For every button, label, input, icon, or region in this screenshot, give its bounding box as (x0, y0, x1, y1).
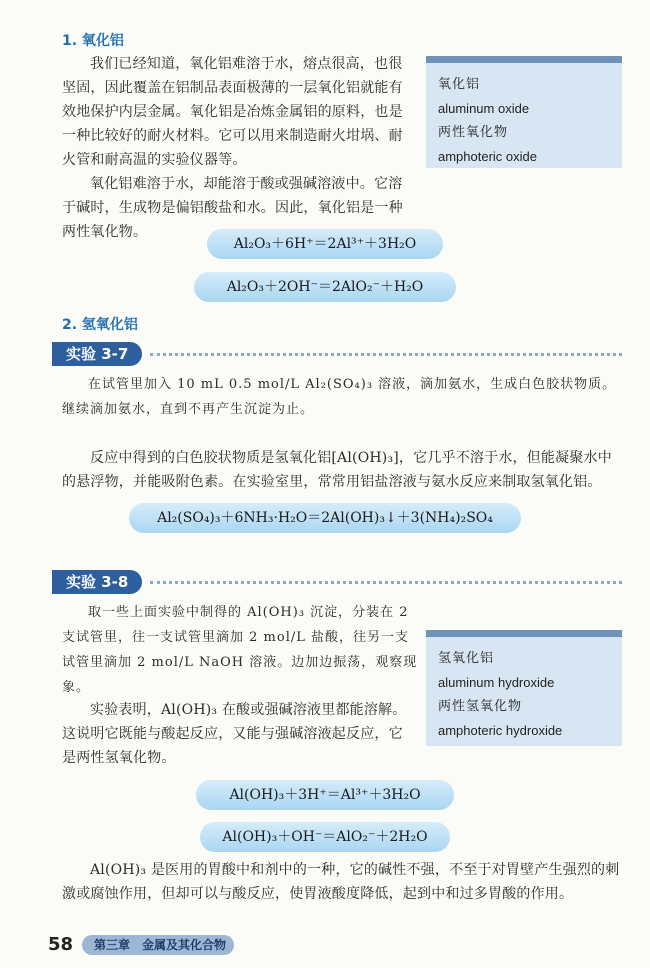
paragraph-aluminum-hydroxide: 反应中得到的白色胶状物质是氢氧化铝[Al(OH)₃]，它几乎不溶于水，但能凝聚水中的悬浮物，并能吸附色素。在实验室里，常常用铝盐溶液与氨水反应来制取氢氧化铝。 (62, 450, 612, 490)
equation-oxide-acid: Al₂O₃＋6H⁺＝2Al³⁺＋3H₂O (207, 229, 443, 259)
experiment-3-7-text: 在试管里加入 10 mL 0.5 mol/L Al₂(SO₄)₃ 溶液，滴加氨水，生成白色胶状物质。继续滴加氨水，直到不再产生沉淀为止。 (62, 377, 617, 417)
glossary-term-zh: 两性氢氧化物 (438, 699, 523, 714)
equation-hydroxide-base: Al(OH)₃＋OH⁻＝AlO₂⁻＋2H₂O (200, 822, 450, 852)
glossary-term-en: aluminum oxide (438, 101, 530, 116)
experiment-badge-3-8: 实验 3-8 (52, 570, 142, 594)
page-number: 58 (48, 934, 74, 955)
dotted-divider (150, 353, 622, 356)
glossary-term-en: aluminum hydroxide (438, 675, 555, 690)
paragraph-aluminum-oxide-properties: 我们已经知道，氧化铝难溶于水，熔点很高，也很坚固，因此覆盖在铝制品表面极薄的一层氧化铝就能有效地保护内层金属。氧化铝是冶炼金属铝的原料，也是一种比较好的耐火材料。它可以用来制造耐火坩埚、耐火管和耐高温的实验仪器等。 (62, 56, 403, 168)
equation-hydroxide-preparation: Al₂(SO₄)₃＋6NH₃·H₂O＝2Al(OH)₃↓＋3(NH₄)₂SO₄ (129, 503, 521, 533)
experiment-3-8-text: 取一些上面实验中制得的 Al(OH)₃ 沉淀，分装在 2 支试管里，往一支试管里滴加 2 mol/L 盐酸，往另一支试管里滴加 2 mol/L NaOH 溶液。边加边振荡，观察现象。 (62, 605, 418, 695)
experiment-badge-3-7: 实验 3-7 (52, 342, 142, 366)
chapter-label: 第三章 金属及其化合物 (82, 935, 234, 955)
dotted-divider (150, 581, 622, 584)
paragraph-antacid-use: Al(OH)₃ 是医用的胃酸中和剂中的一种，它的碱性不强，不至于对胃壁产生强烈的刺激或腐蚀作用，但却可以与酸反应，使胃液酸度降低，起到中和过多胃酸的作用。 (62, 862, 620, 902)
glossary-term-en: amphoteric hydroxide (438, 723, 563, 738)
glossary-term-en: amphoteric oxide (438, 149, 537, 164)
glossary-box-oxide (426, 56, 622, 168)
glossary-box-hydroxide (426, 630, 622, 746)
paragraph-amphoteric-oxide: 氧化铝难溶于水，却能溶于酸或强碱溶液中。它溶于碱时，生成物是偏铝酸盐和水。因此，氧化铝是一种两性氧化物。 (62, 176, 403, 240)
equation-oxide-base: Al₂O₃＋2OH⁻＝2AlO₂⁻＋H₂O (194, 272, 456, 302)
glossary-term-zh: 氢氧化铝 (438, 651, 495, 666)
paragraph-amphoteric-hydroxide: 实验表明，Al(OH)₃ 在酸或强碱溶液里都能溶解。这说明它既能与酸起反应，又能与强碱溶液起反应，它是两性氢氧化物。 (62, 702, 407, 766)
glossary-term-zh: 两性氧化物 (438, 125, 509, 140)
equation-hydroxide-acid: Al(OH)₃＋3H⁺＝Al³⁺＋3H₂O (196, 780, 454, 810)
section-title-aluminum-hydroxide: 2. 氢氧化铝 (62, 317, 138, 333)
section-title-aluminum-oxide: 1. 氧化铝 (62, 33, 124, 49)
glossary-term-zh: 氧化铝 (438, 77, 481, 92)
